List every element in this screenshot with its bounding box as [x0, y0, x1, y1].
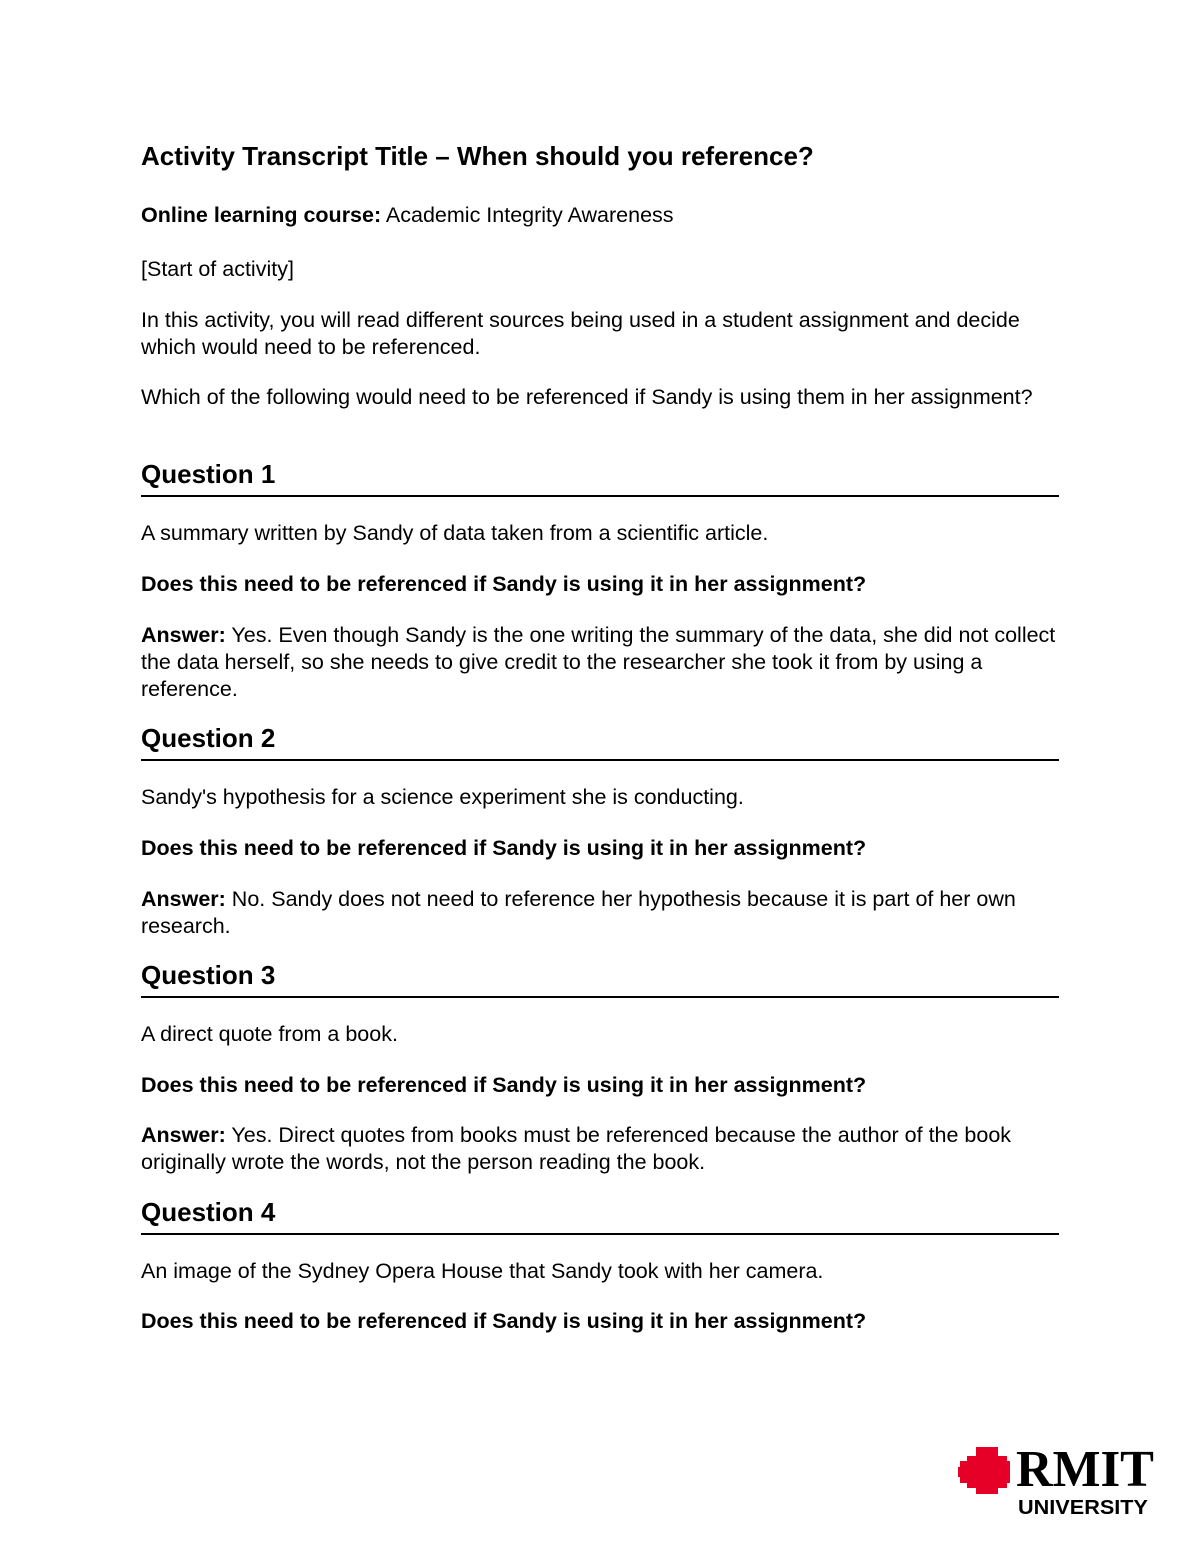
prompt-paragraph: Which of the following would need to be referenced if Sandy is using them in her assignment? — [141, 385, 1033, 409]
question-2-ask: Does this need to be referenced if Sandy is using it in her assignment? — [141, 836, 867, 860]
question-1-ask: Does this need to be referenced if Sandy is using it in her assignment? — [141, 572, 867, 596]
answer-label: Answer: — [141, 623, 226, 647]
question-3-ask: Does this need to be referenced if Sandy is using it in her assignment? — [141, 1073, 867, 1097]
question-1-answer — [141, 622, 1056, 703]
page-title: Activity Transcript Title – When should you reference? — [141, 141, 814, 171]
question-4-ask: Does this need to be referenced if Sandy is using it in her assignment? — [141, 1309, 867, 1333]
course-name: Academic Integrity Awareness — [381, 203, 674, 227]
question-3-heading — [141, 960, 1059, 998]
question-2-source: Sandy's hypothesis for a science experiment she is conducting. — [141, 785, 744, 809]
question-2-answer — [141, 886, 1056, 940]
answer-text: Yes. Even though Sandy is the one writing the summary of the data, she did not collect the data herself, so she needs to give credit to the researcher she took it from by using a reference. — [141, 623, 1056, 701]
course-label: Online learning course: — [141, 203, 382, 227]
rmit-logo-graphic — [958, 1444, 1158, 1520]
question-1-source: A summary written by Sandy of data taken from a scientific article. — [141, 521, 769, 545]
question-3-answer — [141, 1122, 1056, 1176]
question-heading-text: Question 3 — [141, 960, 276, 990]
question-heading-text: Question 2 — [141, 723, 276, 753]
rmit-logo — [958, 1444, 1158, 1520]
course-line — [141, 202, 1056, 229]
start-marker: [Start of activity] — [141, 257, 294, 281]
question-3-source: A direct quote from a book. — [141, 1022, 398, 1046]
question-heading-text: Question 4 — [141, 1197, 276, 1227]
question-heading-text: Question 1 — [141, 459, 276, 489]
question-4-heading — [141, 1197, 1059, 1235]
answer-label: Answer: — [141, 1123, 226, 1147]
question-1-heading — [141, 459, 1059, 497]
logo-subtitle: UNIVERSITY — [1018, 1497, 1149, 1519]
logo-name: RMIT — [1016, 1444, 1154, 1498]
answer-label: Answer: — [141, 887, 226, 911]
intro-paragraph: In this activity, you will read different sources being used in a student assignment and decide which would need to be referenced. — [141, 308, 1020, 359]
question-2-heading — [141, 723, 1059, 761]
answer-text: Yes. Direct quotes from books must be referenced because the author of the book originally wrote the words, not the person reading the book. — [141, 1123, 1012, 1174]
rmit-pixel-icon — [958, 1447, 1010, 1494]
answer-text: No. Sandy does not need to reference her hypothesis because it is part of her own research. — [141, 887, 1016, 938]
question-4-source: An image of the Sydney Opera House that Sandy took with her camera. — [141, 1259, 824, 1283]
